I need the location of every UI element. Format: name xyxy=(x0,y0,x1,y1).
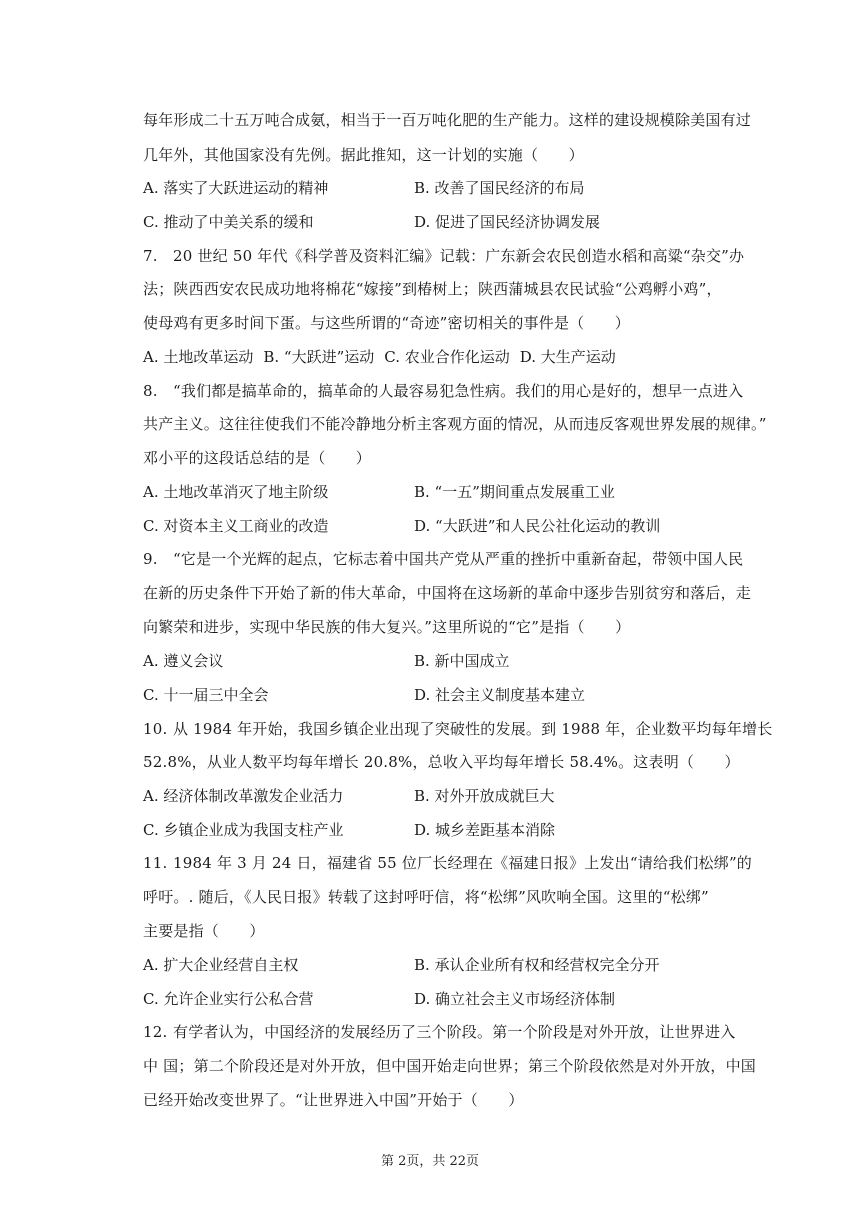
option-a: A. 扩大企业经营自主权 xyxy=(143,956,299,974)
option-b: B. “一五”期间重点发展重工业 xyxy=(414,483,615,501)
option-d: D. 大生产运动 xyxy=(519,348,616,366)
question-7-stem xyxy=(143,246,744,266)
option-b: B. “大跃进”运动 xyxy=(263,348,375,366)
option-d: D. 促进了国民经济协调发展 xyxy=(414,213,601,231)
option-d: D. “大跃进”和人民公社化运动的教训 xyxy=(414,517,661,535)
option-a: A. 遵义会议 xyxy=(143,652,224,670)
question-11-stem xyxy=(143,853,752,873)
question-8-stem xyxy=(143,381,743,401)
option-c: C. 农业合作化运动 xyxy=(384,348,510,366)
page-number-footer: 第 2页，共 22页 xyxy=(380,1154,480,1169)
question-11-line: 主要是指（ ） xyxy=(143,922,265,940)
question-6-line: 几年外，其他国家没有先例。据此推知，这一计划的实施（ ） xyxy=(143,146,584,164)
question-text: 1984 年 3 月 24 日，福建省 55 位厂长经理在《福建日报》上发出“请给我们松绑”的 xyxy=(173,854,753,872)
question-6-line: 每年形成二十五万吨合成氨，相当于一百万吨化肥的生产能力。这样的建设规模除美国有过 xyxy=(143,111,752,129)
question-12-line: 中 国；第二个阶段还是对外开放，但中国开始走向世界；第三个阶段依然是对外开放，中国 xyxy=(143,1057,756,1075)
question-7-options-row xyxy=(143,347,626,367)
option-a: A. 经济体制改革激发企业活力 xyxy=(143,787,344,805)
option-a: A. 土地改革消灭了地主阶级 xyxy=(143,483,329,501)
question-number: 9. xyxy=(143,550,158,568)
question-text: 20 世纪 50 年代《科学普及资料汇编》记载：广东新会农民创造水稻和高粱“杂交”办 xyxy=(173,247,745,265)
question-12-line: 已经开始改变世界了。“让世界进入中国”开始于（ ） xyxy=(143,1091,524,1109)
question-10-stem xyxy=(143,719,772,739)
option-b: B. 改善了国民经济的布局 xyxy=(414,179,585,197)
option-a: A. 落实了大跃进运动的精神 xyxy=(143,179,329,197)
option-c: C. 允许企业实行公私合营 xyxy=(143,990,314,1008)
question-text: “它是一个光辉的起点，它标志着中国共产党从严重的挫折中重新奋起，带领中国人民 xyxy=(173,550,744,568)
option-c: C. 推动了中美关系的缓和 xyxy=(143,213,314,231)
option-d: D. 确立社会主义市场经济体制 xyxy=(414,990,616,1008)
question-number: 7. xyxy=(143,247,158,265)
question-8-line: 共产主义。这往往使我们不能冷静地分析主客观方面的情况，从而违反客观世界发展的规律。” xyxy=(143,415,767,433)
option-b: B. 承认企业所有权和经营权完全分开 xyxy=(414,956,660,974)
option-b: B. 新中国成立 xyxy=(414,652,510,670)
option-c: C. 对资本主义工商业的改造 xyxy=(143,517,329,535)
question-text: “我们都是搞革命的，搞革命的人最容易犯急性病。我们的用心是好的，想早一点进入 xyxy=(173,382,744,400)
question-text: 有学者认为，中国经济的发展经历了三个阶段。第一个阶段是对外开放，让世界进入 xyxy=(173,1023,736,1041)
option-a: A. 土地改革运动 xyxy=(143,348,254,366)
question-8-line: 邓小平的这段话总结的是（ ） xyxy=(143,449,372,467)
question-9-line: 向繁荣和进步，实现中华民族的伟大复兴。”这里所说的“它”是指（ ） xyxy=(143,618,631,636)
question-number: 10. xyxy=(143,720,168,738)
question-number: 11. xyxy=(143,854,168,872)
question-7-line: 法；陕西西安农民成功地将棉花“嫁接”到椿树上；陕西蒲城县农民试验“公鸡孵小鸡”， xyxy=(143,280,722,298)
question-number: 12. xyxy=(143,1023,168,1041)
option-b: B. 对外开放成就巨大 xyxy=(414,787,555,805)
option-c: C. 乡镇企业成为我国支柱产业 xyxy=(143,821,344,839)
option-d: D. 城乡差距基本消除 xyxy=(414,821,556,839)
question-9-stem xyxy=(143,549,743,569)
question-9-line: 在新的历史条件下开始了新的伟大革命，中国将在这场新的革命中逐步告别贫穷和落后，走 xyxy=(143,584,752,602)
option-c: C. 十一届三中全会 xyxy=(143,686,269,704)
question-text: 从 1984 年开始，我国乡镇企业出现了突破性的发展。到 1988 年，企业数平均每年增长 xyxy=(173,720,773,738)
question-10-line: 52.8%，从业人数平均每年增长 20.8%，总收入平均每年增长 58.4%。这表明（ ） xyxy=(143,753,740,771)
question-11-line: 呼吁。. 随后，《人民日报》转载了这封呼吁信，将“松绑”风吹响全国。这里的“松绑” xyxy=(143,888,709,906)
option-d: D. 社会主义制度基本建立 xyxy=(414,686,586,704)
question-number: 8. xyxy=(143,382,158,400)
question-12-stem xyxy=(143,1022,735,1042)
question-7-line: 使母鸡有更多时间下蛋。与这些所谓的“奇迹”密切相关的事件是（ ） xyxy=(143,314,630,332)
